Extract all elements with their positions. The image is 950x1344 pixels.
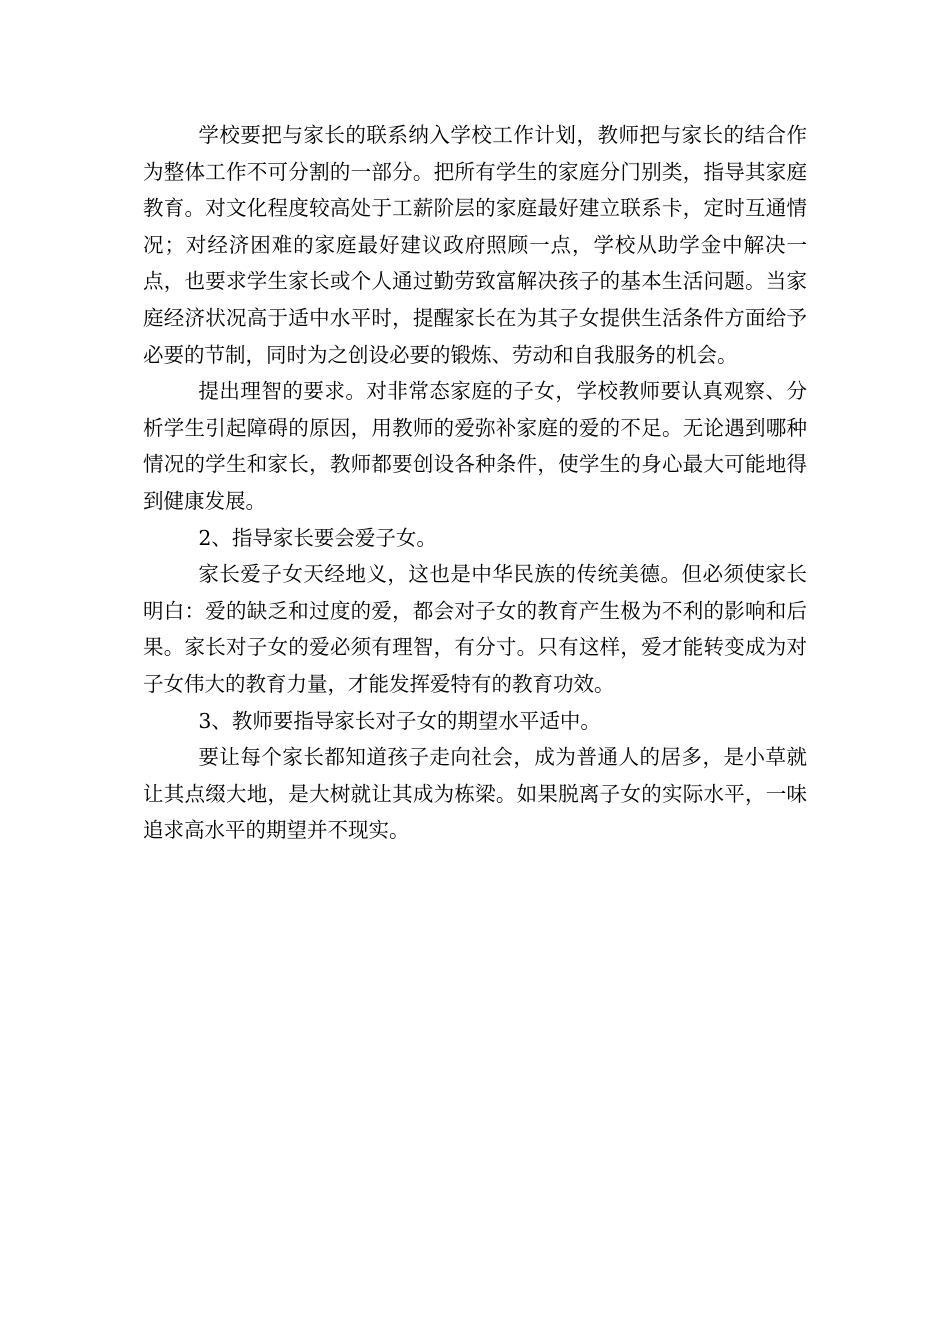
paragraph-parental-love: 家长爱子女天经地义，这也是中华民族的传统美德。但必须使家长明白：爱的缺乏和过度的爱，都会对子女的教育产生极为不利的影响和后果。家长对子女的爱必须有理智，有分寸。只有这样，爱才能转变成为对子女伟大的教育力量，才能发挥爱特有的教育功效。	[143, 562, 807, 696]
section-heading-2: 2、指导家长要会爱子女。	[198, 525, 437, 550]
section-heading-3: 3、教师要指导家长对子女的期望水平适中。	[198, 708, 601, 733]
paragraph-expectation-level: 要让每个家长都知道孩子走向社会，成为普通人的居多，是小草就让其点缀大地，是大树就让其成为栋梁。如果脱离子女的实际水平，一味追求高水平的期望并不现实。	[143, 745, 807, 843]
paragraph-school-parent-contact: 学校要把与家长的联系纳入学校工作计划，教师把与家长的结合作为整体工作不可分割的一部分。把所有学生的家庭分门别类，指导其家庭教育。对文化程度较高处于工薪阶层的家庭最好建立联系卡，定时互通情况；对经济困难的家庭最好建议政府照顾一点，学校从助学金中解决一点，也要求学生家长或个人通过勤劳致富解决孩子的基本生活问题。当家庭经济状况高于适中水平时，提醒家长在为其子女提供生活条件方面给予必要的节制，同时为之创设必要的锻炼、劳动和自我服务的机会。	[143, 123, 807, 367]
paragraph-rational-requirements: 提出理智的要求。对非常态家庭的子女，学校教师要认真观察、分析学生引起障碍的原因，用教师的爱弥补家庭的爱的不足。无论遇到哪种情况的学生和家长，教师都要创设各种条件，使学生的身心最大可能地得到健康发展。	[143, 379, 807, 513]
document-body	[143, 117, 807, 849]
